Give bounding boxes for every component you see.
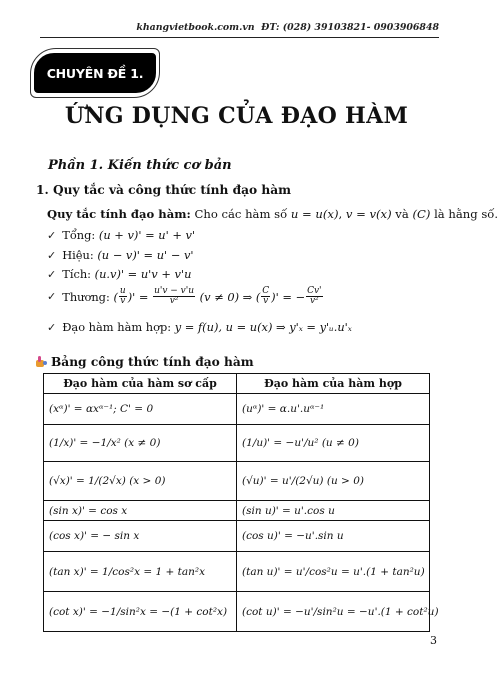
table-cell: (uᵅ)' = α.u'.uᵅ⁻¹ xyxy=(237,394,430,425)
quotient-rhs-fraction: $\frac{Cv'}{\text{v²}}$ xyxy=(307,286,322,307)
section-table-title: Bảng công thức tính đạo hàm xyxy=(51,355,254,369)
rule-item-quotient: ✓ Thương: ( $\frac{u}{v}$ )' = $\frac{u'v - v'u}{\text{v²}}$ (v ≠ 0) ⇒ ( $\frac{C}{v}$ )' = − $\frac{Cv'}{\text{v²}}$ xyxy=(47,286,322,307)
rule-intro xyxy=(47,207,498,221)
pointing-hand-icon xyxy=(34,356,48,368)
table-cell: (tan u)' = u'/cos²u = u'.(1 + tan²u) xyxy=(237,552,430,592)
header-site: khangvietbook.com.vn xyxy=(136,22,255,33)
quotient-condition: (v ≠ 0) ⇒ xyxy=(199,289,253,304)
chapter-label: CHUYÊN ĐỀ 1. xyxy=(46,65,144,81)
table-row xyxy=(44,425,430,462)
table-cell: (1/u)' = −u'/u² (u ≠ 0) xyxy=(237,425,430,462)
table-cell: (√u)' = u'/(2√u) (u > 0) xyxy=(237,462,430,501)
item-formula: (u.v)' = u'v + v'u xyxy=(94,267,192,281)
check-icon: ✓ xyxy=(47,248,57,262)
derivative-table xyxy=(43,373,439,632)
item-formula: (u − v)' = u' − v' xyxy=(97,248,194,262)
quotient-c-fraction: $\frac{C}{v}$ xyxy=(262,286,270,307)
part-heading: Phần 1. Kiến thức cơ bản xyxy=(48,158,232,173)
table-cell: (cos u)' = −u'.sin u xyxy=(237,521,430,552)
table-header-row xyxy=(44,374,430,394)
quotient-lhs-fraction: $\frac{u}{v}$ xyxy=(119,286,126,307)
table-cell: (cot u)' = −u'/sin²u = −u'.(1 + cot²u) xyxy=(237,592,430,632)
chapter-badge xyxy=(34,53,156,93)
table-header-cell: Đạo hàm của hàm hợp xyxy=(237,374,430,394)
table-row xyxy=(44,501,430,521)
rule-item-difference xyxy=(47,248,194,262)
table-cell: (xᵅ)' = αxᵅ⁻¹; C' = 0 xyxy=(44,394,237,425)
header-contact: ĐT: (028) 39103821- 0903906848 xyxy=(261,22,439,33)
item-formula: y = f(u), u = u(x) ⇒ y'ₓ = y'ᵤ.u'ₓ xyxy=(174,320,352,334)
table-row xyxy=(44,592,430,632)
table-cell: (√x)' = 1/(2√x) (x > 0) xyxy=(44,462,237,501)
table-cell: (cos x)' = − sin x xyxy=(44,521,237,552)
rule-item-product xyxy=(47,267,191,281)
quotient-mid-fraction: $\frac{u'v - v'u}{\text{v²}}$ xyxy=(154,286,195,307)
item-label: Tích: xyxy=(62,267,92,281)
table-cell: (sin u)' = u'.cos u xyxy=(237,501,430,521)
rule-item-chain xyxy=(47,320,352,334)
check-icon: ✓ xyxy=(47,320,57,334)
rule-text-a: Cho các hàm số xyxy=(190,207,291,221)
rule-formula-u: u = u(x) xyxy=(290,207,339,221)
table-cell: (sin x)' = cos x xyxy=(44,501,237,521)
page-title: ỨNG DỤNG CỦA ĐẠO HÀM xyxy=(64,103,409,129)
item-label: Hiệu: xyxy=(62,248,94,262)
page-number: 3 xyxy=(430,634,437,647)
rule-text-b: và xyxy=(391,207,413,221)
header-rule xyxy=(40,37,439,38)
item-formula: (u + v)' = u' + v' xyxy=(98,228,196,242)
rule-item-sum xyxy=(47,228,195,242)
rule-sep: , xyxy=(338,207,346,221)
table-row xyxy=(44,552,430,592)
item-label: Đạo hàm hàm hợp: xyxy=(62,320,172,334)
item-label: Thương: xyxy=(62,289,110,304)
rule-label: Quy tắc tính đạo hàm: xyxy=(47,207,191,221)
table-header-cell: Đạo hàm của hàm sơ cấp xyxy=(44,374,237,394)
check-icon: ✓ xyxy=(47,290,57,304)
table-cell: (1/x)' = −1/x² (x ≠ 0) xyxy=(44,425,237,462)
item-label: Tổng: xyxy=(62,228,96,242)
check-icon: ✓ xyxy=(47,267,57,281)
table-row xyxy=(44,394,430,425)
table-row xyxy=(44,521,430,552)
rule-formula-c: (C) xyxy=(412,207,431,221)
rule-formula-v: v = v(x) xyxy=(345,207,392,221)
table-row xyxy=(44,462,430,501)
section-heading-rules: 1. Quy tắc và công thức tính đạo hàm xyxy=(36,183,292,197)
check-icon: ✓ xyxy=(47,228,57,242)
table-cell: (cot x)' = −1/sin²x = −(1 + cot²x) xyxy=(44,592,237,632)
page-header xyxy=(136,22,439,33)
rule-text-c: là hằng số. xyxy=(430,207,498,221)
table-cell: (tan x)' = 1/cos²x = 1 + tan²x xyxy=(44,552,237,592)
section-heading-table xyxy=(34,355,254,369)
